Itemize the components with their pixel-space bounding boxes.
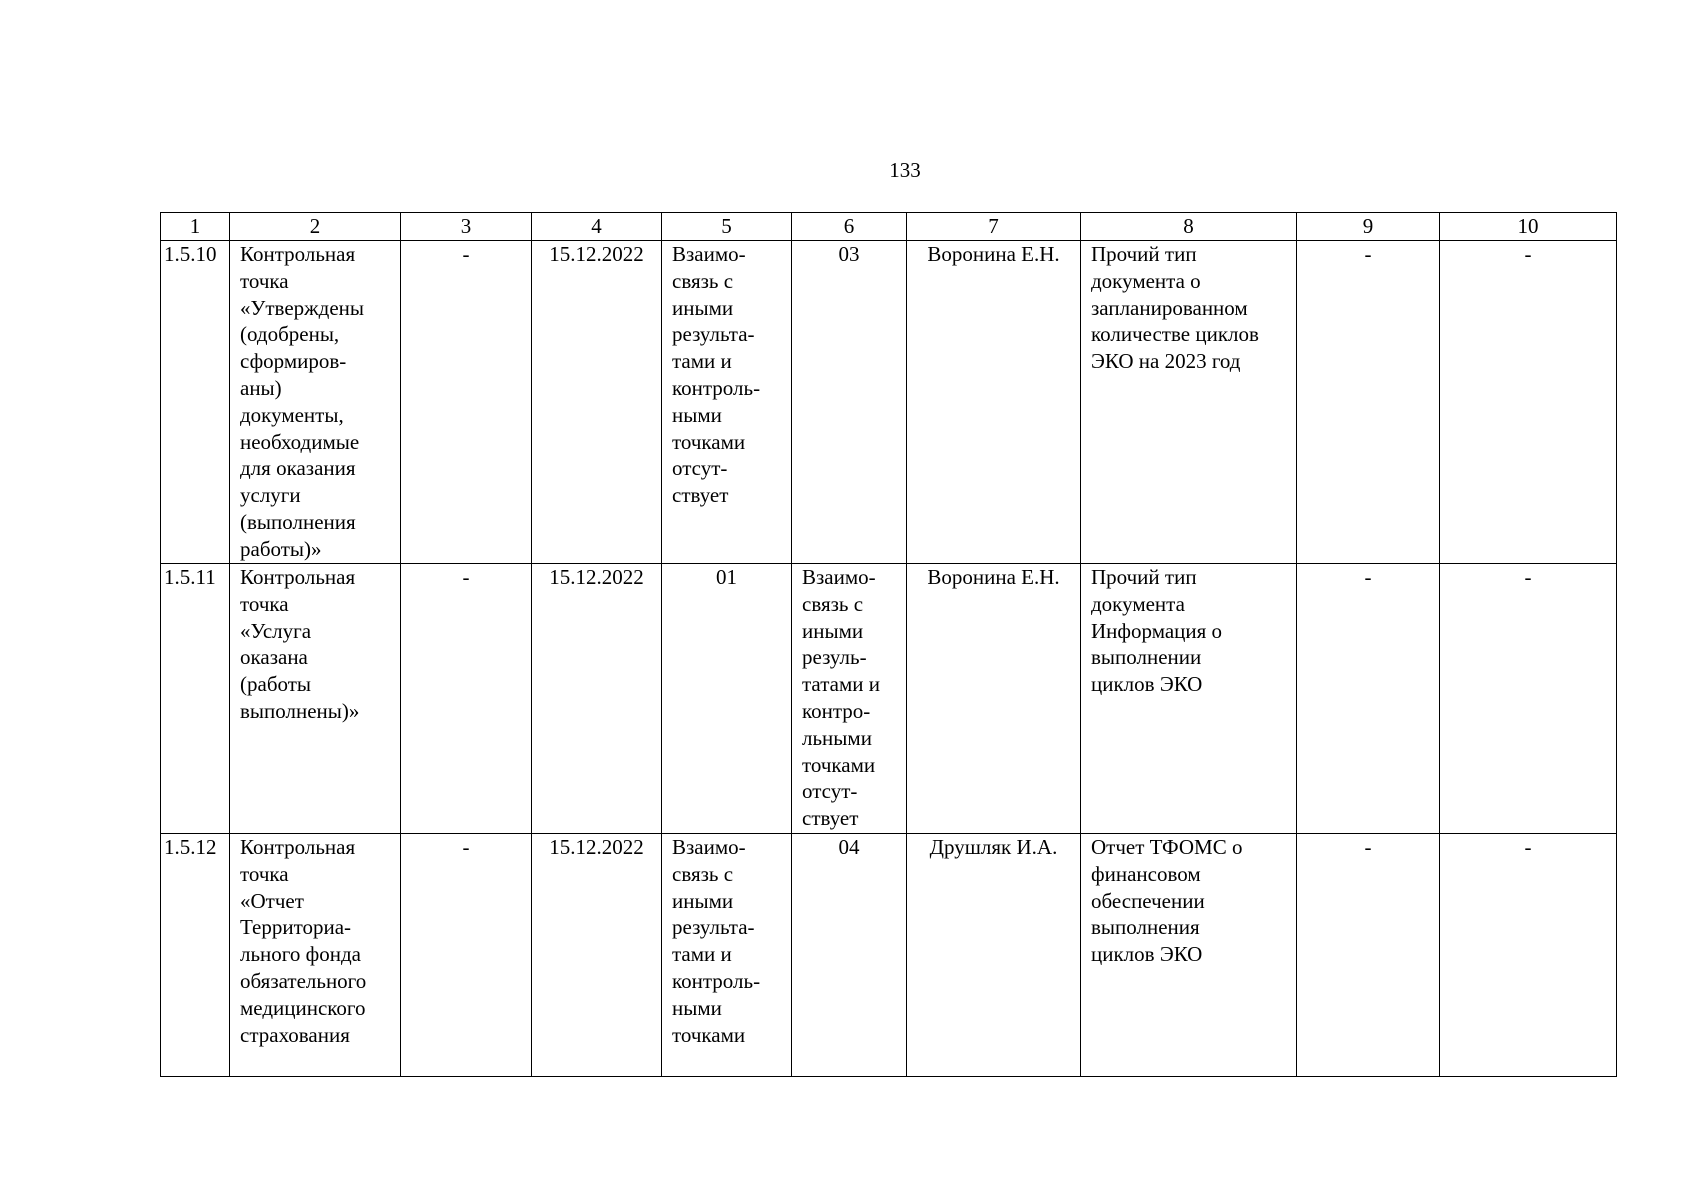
row-col5: Взаимо- связь с иными результа- тами и контроль- ными точками (662, 834, 792, 1077)
row-date: 15.12.2022 (532, 241, 662, 564)
row-col3: - (401, 834, 532, 1077)
row-col6: 04 (792, 834, 907, 1077)
header-cell: 3 (401, 213, 532, 241)
row-name: Контрольная точка «Утверждены (одобрены, сформиров- аны) документы, необходимые для оказания услуги (выполнения работы)» (230, 241, 401, 564)
header-cell: 4 (532, 213, 662, 241)
row-date: 15.12.2022 (532, 564, 662, 834)
row-document: Прочий тип документа о запланированном количестве циклов ЭКО на 2023 год (1081, 241, 1297, 564)
row-col5: 01 (662, 564, 792, 834)
row-col6: 03 (792, 241, 907, 564)
row-number: 1.5.12 (161, 834, 230, 1077)
table-row (161, 834, 1617, 1077)
header-cell: 10 (1440, 213, 1617, 241)
header-cell: 1 (161, 213, 230, 241)
header-cell: 6 (792, 213, 907, 241)
table-header-row (161, 213, 1617, 241)
row-col9: - (1297, 241, 1440, 564)
header-cell: 5 (662, 213, 792, 241)
row-number: 1.5.11 (161, 564, 230, 834)
row-col3: - (401, 241, 532, 564)
header-cell: 7 (907, 213, 1081, 241)
row-col6: Взаимо- связь с иными резуль- татами и контро- льными точками отсут- ствует (792, 564, 907, 834)
row-responsible: Воронина Е.Н. (907, 241, 1081, 564)
row-document: Отчет ТФОМС о финансовом обеспечении выполнения циклов ЭКО (1081, 834, 1297, 1077)
header-cell: 9 (1297, 213, 1440, 241)
row-name: Контрольная точка «Отчет Территориа- льного фонда обязательного медицинского страхования (230, 834, 401, 1077)
table-row (161, 564, 1617, 834)
row-document: Прочий тип документа Информация о выполнении циклов ЭКО (1081, 564, 1297, 834)
row-col3: - (401, 564, 532, 834)
row-number: 1.5.10 (161, 241, 230, 564)
row-col10: - (1440, 241, 1617, 564)
row-responsible: Воронина Е.Н. (907, 564, 1081, 834)
row-date: 15.12.2022 (532, 834, 662, 1077)
row-col9: - (1297, 834, 1440, 1077)
row-name: Контрольная точка «Услуга оказана (работы выполнены)» (230, 564, 401, 834)
row-col9: - (1297, 564, 1440, 834)
control-points-table (160, 212, 1617, 1077)
row-responsible: Друшляк И.А. (907, 834, 1081, 1077)
page-number: 133 (889, 158, 921, 182)
row-col5: Взаимо- связь с иными результа- тами и контроль- ными точками отсут- ствует (662, 241, 792, 564)
row-col10: - (1440, 564, 1617, 834)
table-row (161, 241, 1617, 564)
header-cell: 8 (1081, 213, 1297, 241)
row-col10: - (1440, 834, 1617, 1077)
header-cell: 2 (230, 213, 401, 241)
